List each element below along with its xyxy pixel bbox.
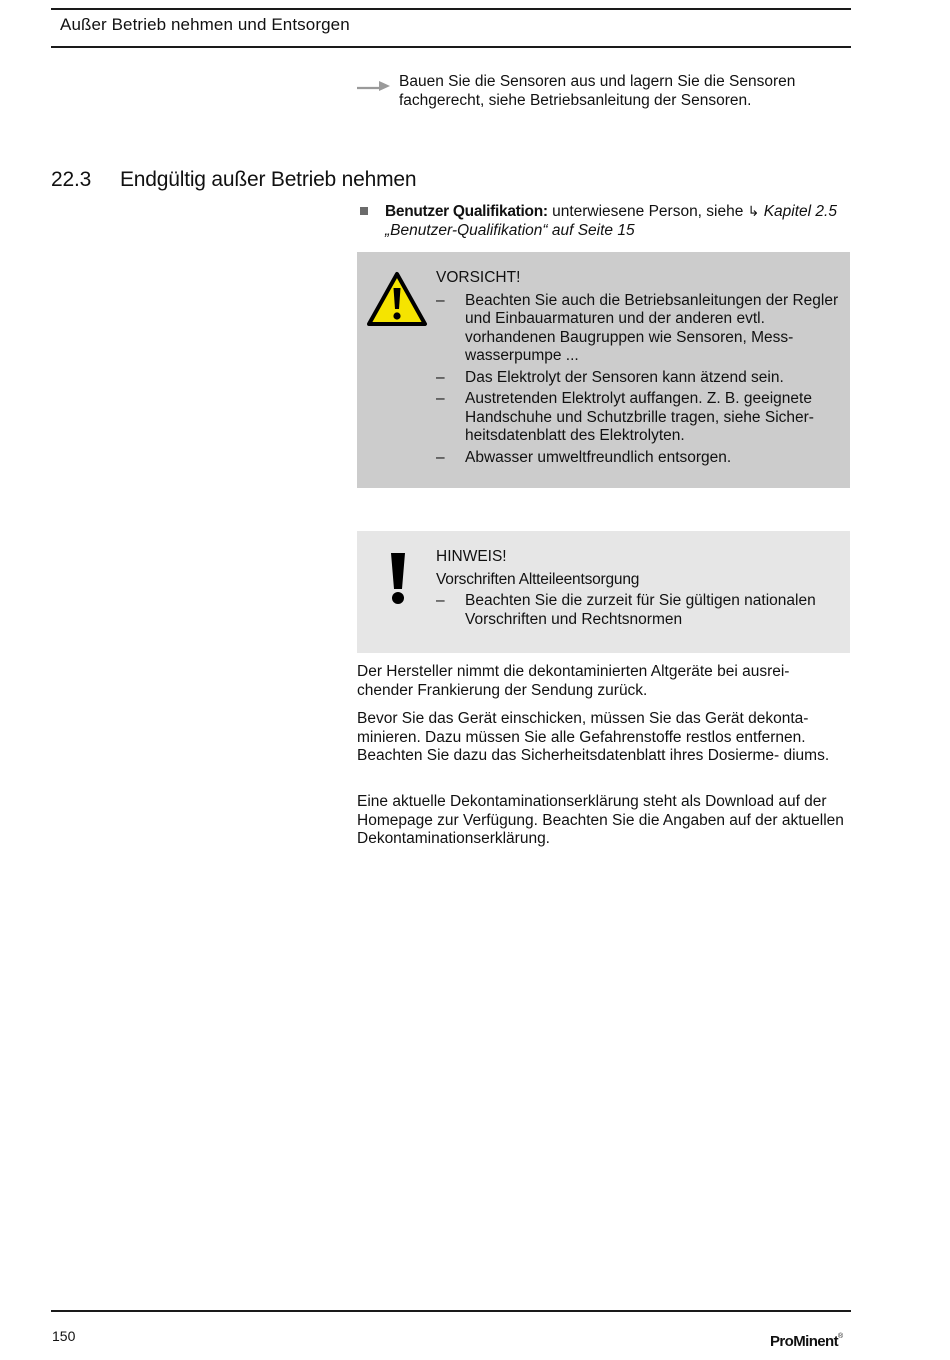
caution-box: [357, 252, 850, 488]
qualification-label: Benutzer Qualifikation:: [385, 203, 548, 220]
section-heading: [51, 168, 416, 192]
header-bottom-rule: [51, 46, 851, 48]
header-top-rule: [51, 8, 851, 10]
chapter-title: Außer Betrieb nehmen und Entsorgen: [60, 15, 350, 34]
notice-subtitle: Vorschriften Altteileentsorgung: [436, 570, 640, 588]
footer-rule: [51, 1310, 851, 1312]
cross-reference-arrow-icon: ↳: [747, 203, 760, 219]
list-item: – Abwasser umweltfreundlich entsorgen.: [436, 448, 732, 466]
exclamation-icon: [388, 552, 408, 608]
arrow-right-icon: [357, 79, 391, 91]
list-item: – Beachten Sie auch die Betriebsanleitungen der Regler und Einbauarmaturen und der anderen evtl. vorhandenen Baugruppen wie Sensoren, Mess- wasserpumpe ...: [436, 291, 839, 364]
square-bullet-icon: [360, 207, 368, 215]
section-title: Endgültig außer Betrieb nehmen: [120, 168, 417, 191]
paragraph-return: Der Hersteller nimmt die dekontaminierten Altgeräte bei ausrei- chender Frankierung der Sendung zurück.: [357, 663, 790, 699]
list-item: – Das Elektrolyt der Sensoren kann ätzend sein.: [436, 368, 784, 386]
paragraph-download: Eine aktuelle Dekontaminationserklärung steht als Download auf der Homepage zur Verfügung. Beachten Sie die Angaben auf der aktuellen Dekontaminationserklärung.: [357, 793, 844, 847]
list-item: – Beachten Sie die zurzeit für Sie gültigen nationalen Vorschriften und Rechtsnormen: [436, 592, 816, 628]
warning-triangle-icon: [366, 271, 428, 327]
section-number: 22.3: [51, 168, 92, 191]
caution-signal-word: VORSICHT!: [436, 269, 521, 286]
chapter-reference-link[interactable]: Kapitel 2.5 „Benutzer-Qualifikation“ auf Seite 15: [385, 203, 837, 239]
list-item: – Austretenden Elektrolyt auffangen. Z. B. geeignete Handschuhe und Schutzbrille tragen, siehe Sicher- heitsdatenblatt des Elektrolyten.: [436, 390, 814, 444]
notice-list: [436, 592, 844, 629]
notice-signal-word: HINWEIS!: [436, 548, 507, 565]
qualification-item: [357, 202, 847, 240]
brand-logo: ProMinent®: [770, 1333, 843, 1350]
notice-box: [357, 531, 850, 653]
caution-list: [436, 292, 844, 468]
qualification-text: unterwiesene Person, siehe: [547, 203, 748, 220]
step-text: Bauen Sie die Sensoren aus und lagern Sie die Sensoren fachgerecht, siehe Betriebsanleitung der Sensoren.: [399, 73, 796, 109]
page-number: 150: [52, 1328, 76, 1344]
paragraph-decontaminate: Bevor Sie das Gerät einschicken, müssen Sie das Gerät dekonta- minieren. Dazu müssen Sie alle Gefahrenstoffe restlos entfernen. Beachten Sie dazu das Sicherheitsdatenblatt ihres Dosierme- diums.: [357, 710, 830, 764]
